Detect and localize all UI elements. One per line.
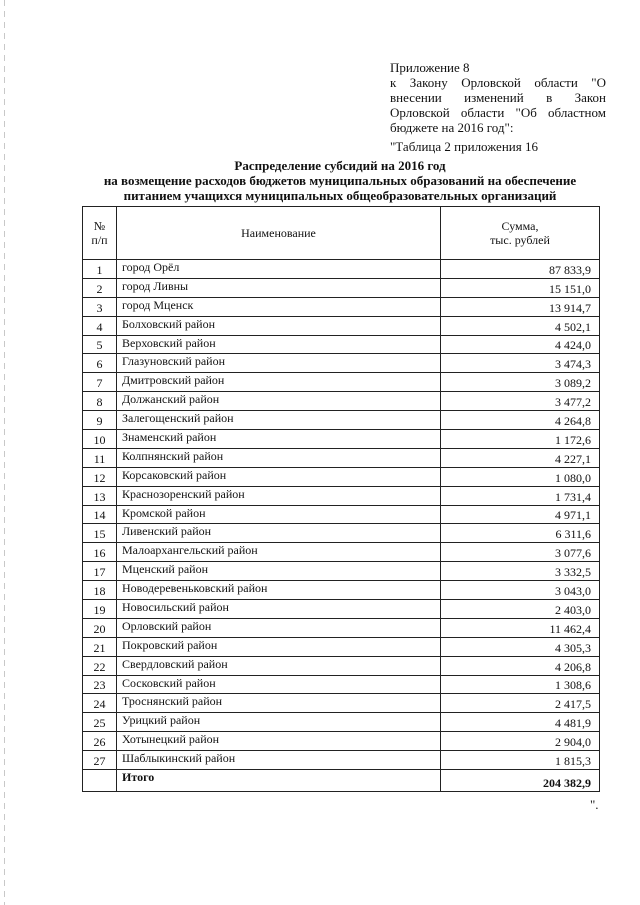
- table-row: [83, 354, 600, 373]
- row-number: 11: [83, 448, 117, 467]
- row-number: 14: [83, 505, 117, 524]
- appendix-law-line1: к Закону Орловской области "О: [390, 75, 606, 90]
- subsidy-amount: 1 308,6: [441, 675, 600, 694]
- header-num: [83, 207, 117, 260]
- subsidy-amount: 3 474,3: [441, 354, 600, 373]
- subsidy-amount: 13 914,7: [441, 297, 600, 316]
- municipality-name: Орловский район: [117, 618, 441, 637]
- municipality-name: Хотынецкий район: [117, 732, 441, 751]
- table-row: [83, 713, 600, 732]
- table-row: [83, 524, 600, 543]
- subsidy-amount: 15 151,0: [441, 278, 600, 297]
- table-row: [83, 543, 600, 562]
- row-number: 12: [83, 467, 117, 486]
- margin-scan-line: [4, 0, 5, 905]
- total-amount: 204 382,9: [441, 770, 600, 792]
- table-row: [83, 562, 600, 581]
- table-row: [83, 618, 600, 637]
- row-number: 13: [83, 486, 117, 505]
- table-row: [83, 316, 600, 335]
- appendix-law-line3: Орловской области "Об областном: [390, 105, 606, 120]
- subsidy-amount: 11 462,4: [441, 618, 600, 637]
- table-row: [83, 430, 600, 449]
- header-num-line1: №: [93, 219, 106, 233]
- municipality-name: Болховский район: [117, 316, 441, 335]
- municipality-name: Покровский район: [117, 637, 441, 656]
- table-row: [83, 297, 600, 316]
- municipality-name: Мценский район: [117, 562, 441, 581]
- municipality-name: Новосильский район: [117, 600, 441, 619]
- row-number: 26: [83, 732, 117, 751]
- municipality-name: Корсаковский район: [117, 467, 441, 486]
- table-row: [83, 732, 600, 751]
- table-row: [83, 600, 600, 619]
- row-number: 16: [83, 543, 117, 562]
- municipality-name: Урицкий район: [117, 713, 441, 732]
- subsidy-amount: 4 305,3: [441, 637, 600, 656]
- table-row: [83, 411, 600, 430]
- row-number: 15: [83, 524, 117, 543]
- appendix-law-line4: бюджете на 2016 год":: [390, 120, 514, 135]
- row-number: 5: [83, 335, 117, 354]
- subsidy-amount: 4 971,1: [441, 505, 600, 524]
- table-row: [83, 278, 600, 297]
- title-line-1: Распределение субсидий на 2016 год: [234, 158, 446, 173]
- header-sum-line2: тыс. рублей: [490, 233, 550, 247]
- municipality-name: Сосковский район: [117, 675, 441, 694]
- table-row: [83, 694, 600, 713]
- row-number: 21: [83, 637, 117, 656]
- table-header-row: [83, 207, 600, 260]
- table-row: [83, 392, 600, 411]
- row-number: 10: [83, 430, 117, 449]
- municipality-name: Малоархангельский район: [117, 543, 441, 562]
- subsidy-amount: 6 311,6: [441, 524, 600, 543]
- subsidy-amount: 4 424,0: [441, 335, 600, 354]
- row-number: 23: [83, 675, 117, 694]
- row-number: 24: [83, 694, 117, 713]
- municipality-name: Троснянский район: [117, 694, 441, 713]
- municipality-name: Свердловский район: [117, 656, 441, 675]
- header-num-line2: п/п: [91, 233, 108, 247]
- table-row: [83, 751, 600, 770]
- subsidy-amount: 3 332,5: [441, 562, 600, 581]
- subsidy-amount: 87 833,9: [441, 260, 600, 279]
- total-row: [83, 770, 600, 792]
- subsidy-amount: 1 815,3: [441, 751, 600, 770]
- appendix-law-line2: внесении изменений в Закон: [390, 90, 606, 105]
- municipality-name: город Орёл: [117, 260, 441, 279]
- municipality-name: Краснозоренский район: [117, 486, 441, 505]
- municipality-name: Колпнянский район: [117, 448, 441, 467]
- table-row: [83, 581, 600, 600]
- header-name: Наименование: [117, 207, 441, 260]
- row-number: 7: [83, 373, 117, 392]
- subsidy-amount: 4 206,8: [441, 656, 600, 675]
- row-number: 2: [83, 278, 117, 297]
- subsidy-amount: 1 080,0: [441, 467, 600, 486]
- row-number: 18: [83, 581, 117, 600]
- table-row: [83, 373, 600, 392]
- table-row: [83, 637, 600, 656]
- subsidy-amount: 3 477,2: [441, 392, 600, 411]
- municipality-name: Кромской район: [117, 505, 441, 524]
- closing-quote-mark: ".: [590, 797, 599, 812]
- table-row: [83, 260, 600, 279]
- appendix-header: [390, 60, 606, 135]
- subsidy-amount: 3 077,6: [441, 543, 600, 562]
- subsidy-amount: 2 417,5: [441, 694, 600, 713]
- subsidy-amount: 4 264,8: [441, 411, 600, 430]
- subsidy-amount: 4 227,1: [441, 448, 600, 467]
- municipality-name: город Мценск: [117, 297, 441, 316]
- municipality-name: Шаблыкинский район: [117, 751, 441, 770]
- header-sum-line1: Сумма,: [501, 219, 539, 233]
- subsidy-amount: 1 172,6: [441, 430, 600, 449]
- subsidy-table: [82, 206, 600, 792]
- row-number: 8: [83, 392, 117, 411]
- appendix-number: Приложение 8: [390, 60, 470, 75]
- table-reference: "Таблица 2 приложения 16: [390, 139, 538, 154]
- municipality-name: Дмитровский район: [117, 373, 441, 392]
- subsidy-amount: 3 089,2: [441, 373, 600, 392]
- row-number: 19: [83, 600, 117, 619]
- title-line-2: на возмещение расходов бюджетов муниципальных образований на обеспечение: [103, 173, 577, 188]
- subsidy-amount: 2 403,0: [441, 600, 600, 619]
- row-number: 3: [83, 297, 117, 316]
- subsidy-amount: 2 904,0: [441, 732, 600, 751]
- row-number: 25: [83, 713, 117, 732]
- subsidy-amount: 1 731,4: [441, 486, 600, 505]
- municipality-name: Залегощенский район: [117, 411, 441, 430]
- row-number: 4: [83, 316, 117, 335]
- municipality-name: Новодеревеньковский район: [117, 581, 441, 600]
- table-row: [83, 335, 600, 354]
- document-title: [80, 158, 600, 203]
- municipality-name: Знаменский район: [117, 430, 441, 449]
- municipality-name: Должанский район: [117, 392, 441, 411]
- municipality-name: Верховский район: [117, 335, 441, 354]
- subsidy-amount: 4 502,1: [441, 316, 600, 335]
- row-number: 27: [83, 751, 117, 770]
- row-number: 1: [83, 260, 117, 279]
- subsidy-amount: 3 043,0: [441, 581, 600, 600]
- header-sum: [441, 207, 600, 260]
- municipality-name: Ливенский район: [117, 524, 441, 543]
- municipality-name: Глазуновский район: [117, 354, 441, 373]
- title-line-3: питанием учащихся муниципальных общеобразовательных организаций: [123, 188, 557, 203]
- subsidy-amount: 4 481,9: [441, 713, 600, 732]
- table-row: [83, 486, 600, 505]
- row-number: 6: [83, 354, 117, 373]
- total-num-cell: [83, 770, 117, 792]
- table-row: [83, 448, 600, 467]
- row-number: 17: [83, 562, 117, 581]
- municipality-name: город Ливны: [117, 278, 441, 297]
- table-row: [83, 656, 600, 675]
- table-row: [83, 467, 600, 486]
- row-number: 9: [83, 411, 117, 430]
- row-number: 22: [83, 656, 117, 675]
- table-row: [83, 505, 600, 524]
- table-row: [83, 675, 600, 694]
- total-label: Итого: [117, 770, 441, 792]
- row-number: 20: [83, 618, 117, 637]
